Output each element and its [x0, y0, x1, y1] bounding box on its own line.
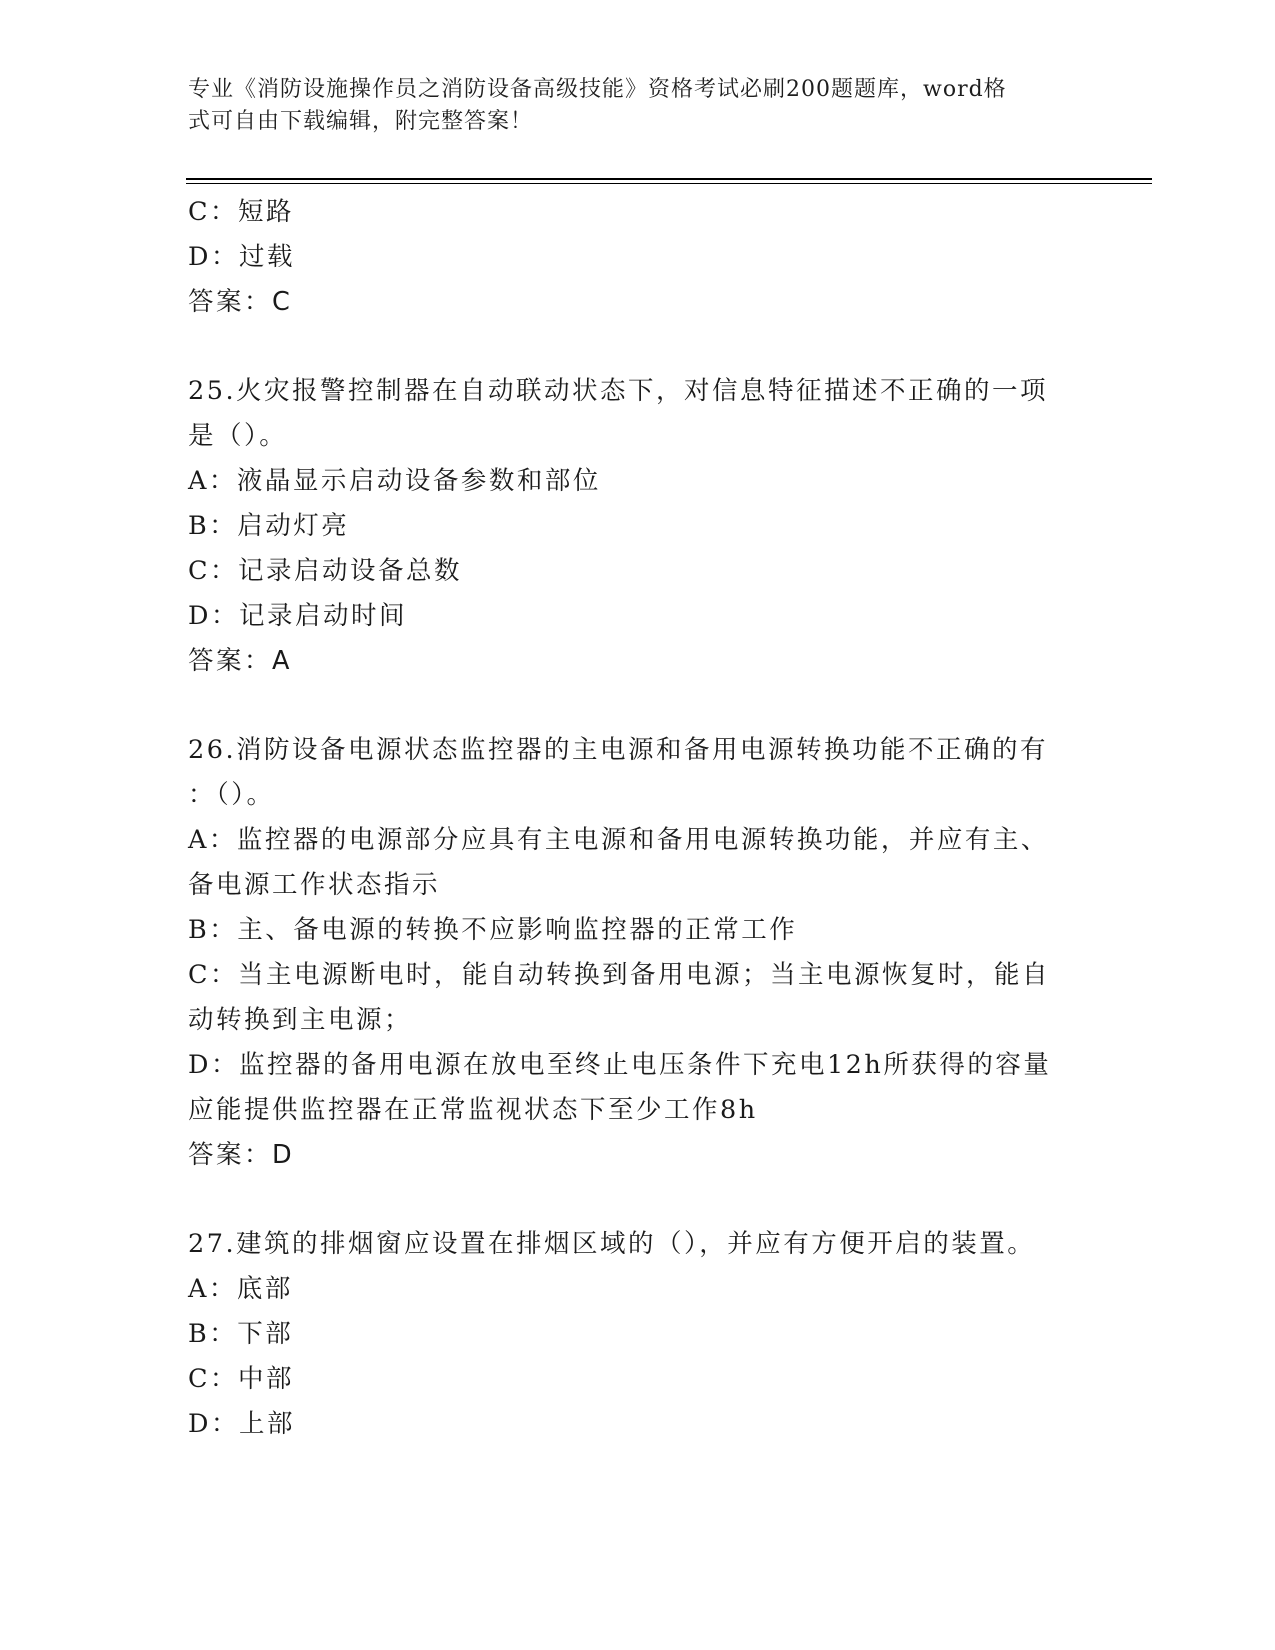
question-25	[188, 369, 1068, 684]
option-d-line-1: D：监控器的备用电源在放电至终止电压条件下充电12h所获得的容量	[188, 1050, 1052, 1080]
question-content	[188, 190, 1068, 1447]
option-c: C：短路	[188, 197, 295, 227]
question-stem-line-2: ：（）。	[188, 780, 275, 810]
question-stem: 27.建筑的排烟窗应设置在排烟区域的（），并应有方便开启的装置。	[188, 1229, 1036, 1259]
option-c-line-1: C：当主电源断电时，能自动转换到备用电源；当主电源恢复时，能自	[188, 960, 1051, 990]
answer-line: 答案：C	[188, 287, 293, 317]
option-c: C：中部	[188, 1364, 295, 1394]
option-a: A：底部	[188, 1274, 293, 1304]
question-stem-line-1: 25.火灾报警控制器在自动联动状态下，对信息特征描述不正确的一项	[188, 376, 1049, 406]
option-c-line-2: 动转换到主电源；	[188, 1005, 413, 1035]
option-c: C：记录启动设备总数	[188, 556, 463, 586]
option-b: B：下部	[188, 1319, 294, 1349]
header-line-1: 专业《消防设施操作员之消防设备高级技能》资格考试必刷200题题库，word格	[188, 77, 1007, 102]
header-divider-thin	[186, 183, 1152, 184]
answer-line: 答案：D	[188, 1140, 295, 1170]
option-d: D：上部	[188, 1409, 295, 1439]
option-d-line-2: 应能提供监控器在正常监视状态下至少工作8h	[188, 1095, 758, 1125]
option-d: D：记录启动时间	[188, 601, 407, 631]
option-a-line-2: 备电源工作状态指示	[188, 870, 441, 900]
prev-question	[188, 190, 1068, 325]
question-27	[188, 1222, 1068, 1447]
option-b: B：主、备电源的转换不应影响监控器的正常工作	[188, 915, 798, 945]
option-d: D：过载	[188, 242, 295, 272]
option-a-line-1: A：监控器的电源部分应具有主电源和备用电源转换功能，并应有主、	[188, 825, 1049, 855]
document-header	[188, 74, 1068, 138]
question-stem-line-2: 是（）。	[188, 421, 288, 451]
option-a: A：液晶显示启动设备参数和部位	[188, 466, 601, 496]
option-b: B：启动灯亮	[188, 511, 350, 541]
question-26	[188, 728, 1068, 1178]
question-stem-line-1: 26.消防设备电源状态监控器的主电源和备用电源转换功能不正确的有	[188, 735, 1049, 765]
answer-line: 答案：A	[188, 646, 292, 676]
header-line-2: 式可自由下载编辑，附完整答案！	[188, 109, 534, 134]
header-divider-thick	[186, 178, 1152, 180]
